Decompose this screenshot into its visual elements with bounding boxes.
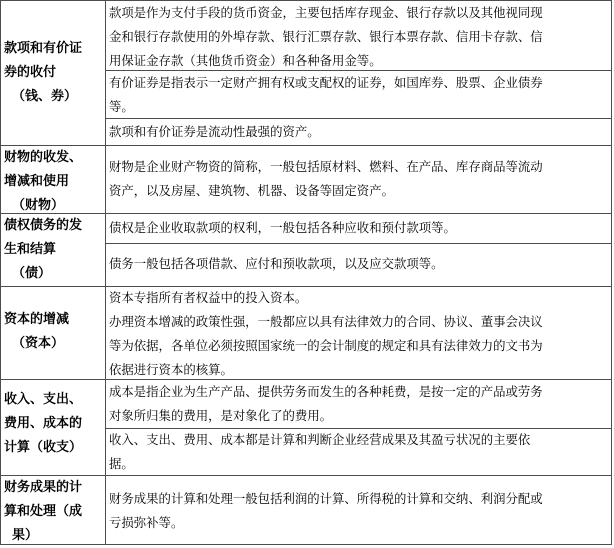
row-text: 成本是指企业为生产产品、提供劳务而发生的各种耗费，是按一定的产品或劳务 对象所归集的费用，是对象化了的费用。 <box>109 384 543 423</box>
row-label: 款项和有价证 券的收付 （钱、券） <box>4 41 83 104</box>
row-text: 债权是企业收取款项的权利，一般包括各种应收和预付款项等。 <box>109 220 456 235</box>
cell-divider <box>105 243 612 244</box>
row-text: 有价证券是指表示一定财产拥有权或支配权的证券，如国库券、股票、企业债券 等。 <box>109 75 543 114</box>
row-label: 财务成果的计 算和处理（成 果） <box>4 480 83 543</box>
row-text: 收入、支出、费用、成本都是计算和判断企业经营成果及其盈亏状况的主要依 据。 <box>109 432 531 471</box>
table-border-left <box>0 0 1 545</box>
row-label: 收入、支出、 费用、成本的 计算（收支） <box>4 392 83 455</box>
table-border-right <box>611 0 612 545</box>
row-text: 款项是作为支付手段的货币资金，主要包括库存现金、银行存款以及其他视同现 金和银行存款使用的外埠存款、银行汇票存款、银行本票存款、信用卡存款、信 用保证金存款（其他货币资金）和各种备用金等。 <box>109 5 543 68</box>
row-label: 财物的收发、 增减和使用 （财物） <box>4 150 83 213</box>
row-label: 资本的增减 （资本） <box>4 312 70 351</box>
row-text: 财务成果的计算和处理一般包括利润的计算、所得税的计算和交纳、利润分配或 亏损弥补等。 <box>109 491 543 530</box>
row-text: 财物是企业财产物资的简称，一般包括原材料、燃料、在产品、库存商品等流动 资产，以及房屋、建筑物、机器、设备等固定资产。 <box>109 159 543 198</box>
row-label: 债权债务的发 生和结算 （债） <box>4 218 83 281</box>
row-text: 资本专指所有者权益中的投入资本。 办理资本增减的政策性强，一般都应以具有法律效力的合同、协议、董事会决议 等为依据，各单位必须按照国家统一的会计制度的规定和具有法律效力的文书为 依据进行资本的核算。 <box>109 290 543 377</box>
row-text: 款项和有价证券是流动性最强的资产。 <box>109 124 320 139</box>
row-text: 债务一般包括各项借款、应付和预收款项，以及应交款项等。 <box>109 256 444 271</box>
